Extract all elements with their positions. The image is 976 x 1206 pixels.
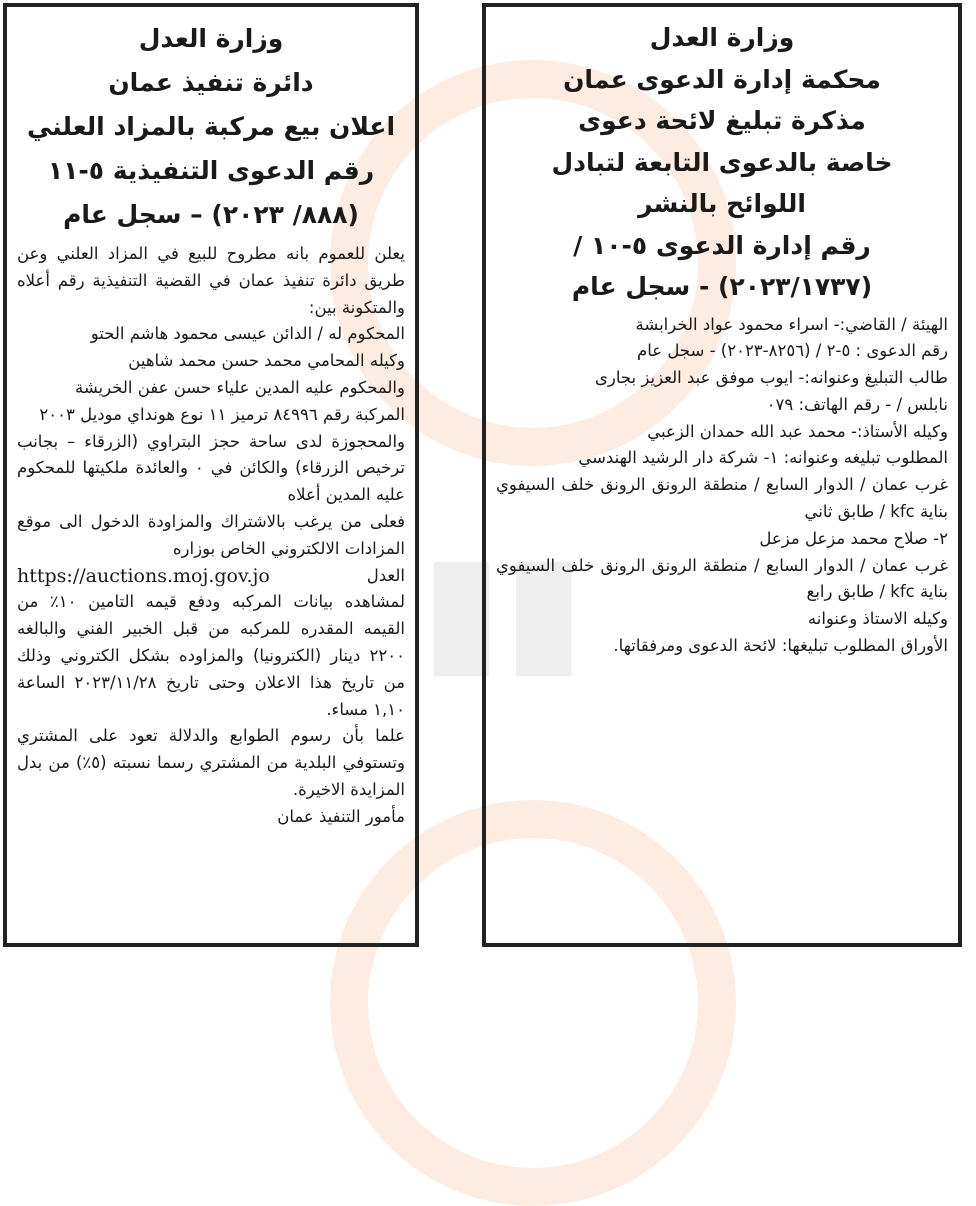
body-paragraph: الهيئة / القاضي:- اسراء محمود عواد الخرابشة: [635, 314, 948, 334]
notice-body: [17, 241, 405, 831]
url-line: [17, 563, 405, 590]
heading-line: خاصة بالدعوى التابعة لتبادل: [551, 147, 893, 177]
body-paragraph: لمشاهده بيانات المركبه ودفع قيمه التامين ١٠٪ من القيمه المقدره للمركبه من قبل الخبير الفني والبالغه ٢٢٠٠ دينار (الكترونيا) والمزاوده بشكل الكتروني وذلك من تاريخ هذا الاعلان وحتى تاريخ ٢٠٢٣/١١/٢٨ الساعة ١,١٠ مساء.: [17, 592, 405, 719]
body-paragraph: وكيله الاستاذ وعنوانه: [807, 609, 948, 629]
summons-notice: [482, 3, 962, 947]
auction-website-link[interactable]: https://auctions.moj.gov.jo: [17, 564, 270, 587]
url-prefix: العدل: [366, 565, 405, 585]
body-paragraph: غرب عمان / الدوار السابع / منطقة الرونق الرونق خلف السيفوي بناية kfc / طابق رابع: [496, 555, 948, 602]
body-paragraph: غرب عمان / الدوار السابع / منطقة الرونق الرونق خلف السيفوي بناية kfc / طابق ثاني: [496, 475, 948, 522]
body-paragraph: رقم الدعوى : ٥-٢ / (٨٢٥٦-٢٠٢٣) - سجل عام: [637, 341, 948, 361]
heading-line: رقم الدعوى التنفيذية ٥-١١: [47, 156, 375, 185]
body-paragraph: يعلن للعموم بانه مطروح للبيع في المزاد العلني وعن طريق دائرة تنفيذ عمان في القضية التنفيذية رقم أعلاه والمتكونة بين:: [17, 244, 405, 317]
watermark-logo: ▮▮: [420, 520, 586, 694]
body-paragraph: طالب التبليغ وعنوانه:- ايوب موفق عبد العزيز بجارى: [594, 368, 948, 388]
heading-line: (٨٨٨/ ٢٠٢٣) – سجل عام: [63, 200, 359, 229]
body-paragraph: الأوراق المطلوب تبليغها: لائحة الدعوى ومرفقاتها.: [613, 636, 948, 656]
auction-notice: [3, 3, 419, 947]
heading-line: مذكرة تبليغ لائحة دعوى: [578, 106, 866, 135]
heading-line: اعلان بيع مركبة بالمزاد العلني: [26, 112, 396, 141]
body-paragraph: وكيله الأستاذ:- محمد عبد الله حمدان الزعبي: [647, 421, 948, 441]
body-paragraph: والمحجوزة لدى ساحة حجز البتراوي (الزرقاء – بجانب ترخيص الزرقاء) والكائن في ٠ والعائدة ملكيتها للمحكوم عليه المدين أعلاه: [17, 431, 406, 505]
heading-line: رقم إدارة الدعوى ٥-١٠ /: [573, 230, 871, 260]
body-paragraph: المركبة رقم ٨٤٩٩٦ ترميز ١١ نوع هونداي موديل ٢٠٠٣: [39, 404, 405, 424]
heading-line: اللوائح بالنشر: [638, 189, 806, 218]
notice-heading: [496, 17, 948, 308]
heading-line: وزارة العدل: [649, 23, 795, 52]
notice-heading: [17, 17, 405, 237]
body-paragraph: علما بأن رسوم الطوابع والدلالة تعود على المشتري وتستوفي البلدية من المشتري رسما نسبته (٥٪) من بدل المزايدة الاخيرة.: [17, 726, 405, 799]
body-paragraph: المطلوب تبليغه وعنوانه: ١- شركة دار الرشيد الهندسي: [578, 448, 948, 468]
body-paragraph: ٢- صلاح محمد مزعل مزعل: [759, 528, 948, 548]
notice-body: [496, 312, 948, 660]
heading-line: محكمة إدارة الدعوى عمان: [563, 64, 881, 94]
body-paragraph: والمحكوم عليه المدين علياء حسن عفن الخريشة: [74, 377, 405, 397]
body-paragraph: نابلس / - رقم الهاتف: ٠٧٩: [766, 394, 948, 414]
body-paragraph: فعلى من يرغب بالاشتراك والمزاودة الدخول الى موقع المزادات الالكتروني الخاص بوزاره: [17, 511, 405, 558]
signature: مأمور التنفيذ عمان: [277, 806, 405, 826]
heading-line: (٢٠٢٣/١٧٣٧) - سجل عام: [571, 272, 873, 301]
body-paragraph: المحكوم له / الدائن عيسى محمود هاشم الحتو: [90, 324, 405, 344]
heading-line: وزارة العدل: [138, 24, 284, 53]
body-paragraph: وكيله المحامي محمد حسن محمد شاهين: [128, 351, 405, 371]
heading-line: دائرة تنفيذ عمان: [108, 68, 314, 97]
